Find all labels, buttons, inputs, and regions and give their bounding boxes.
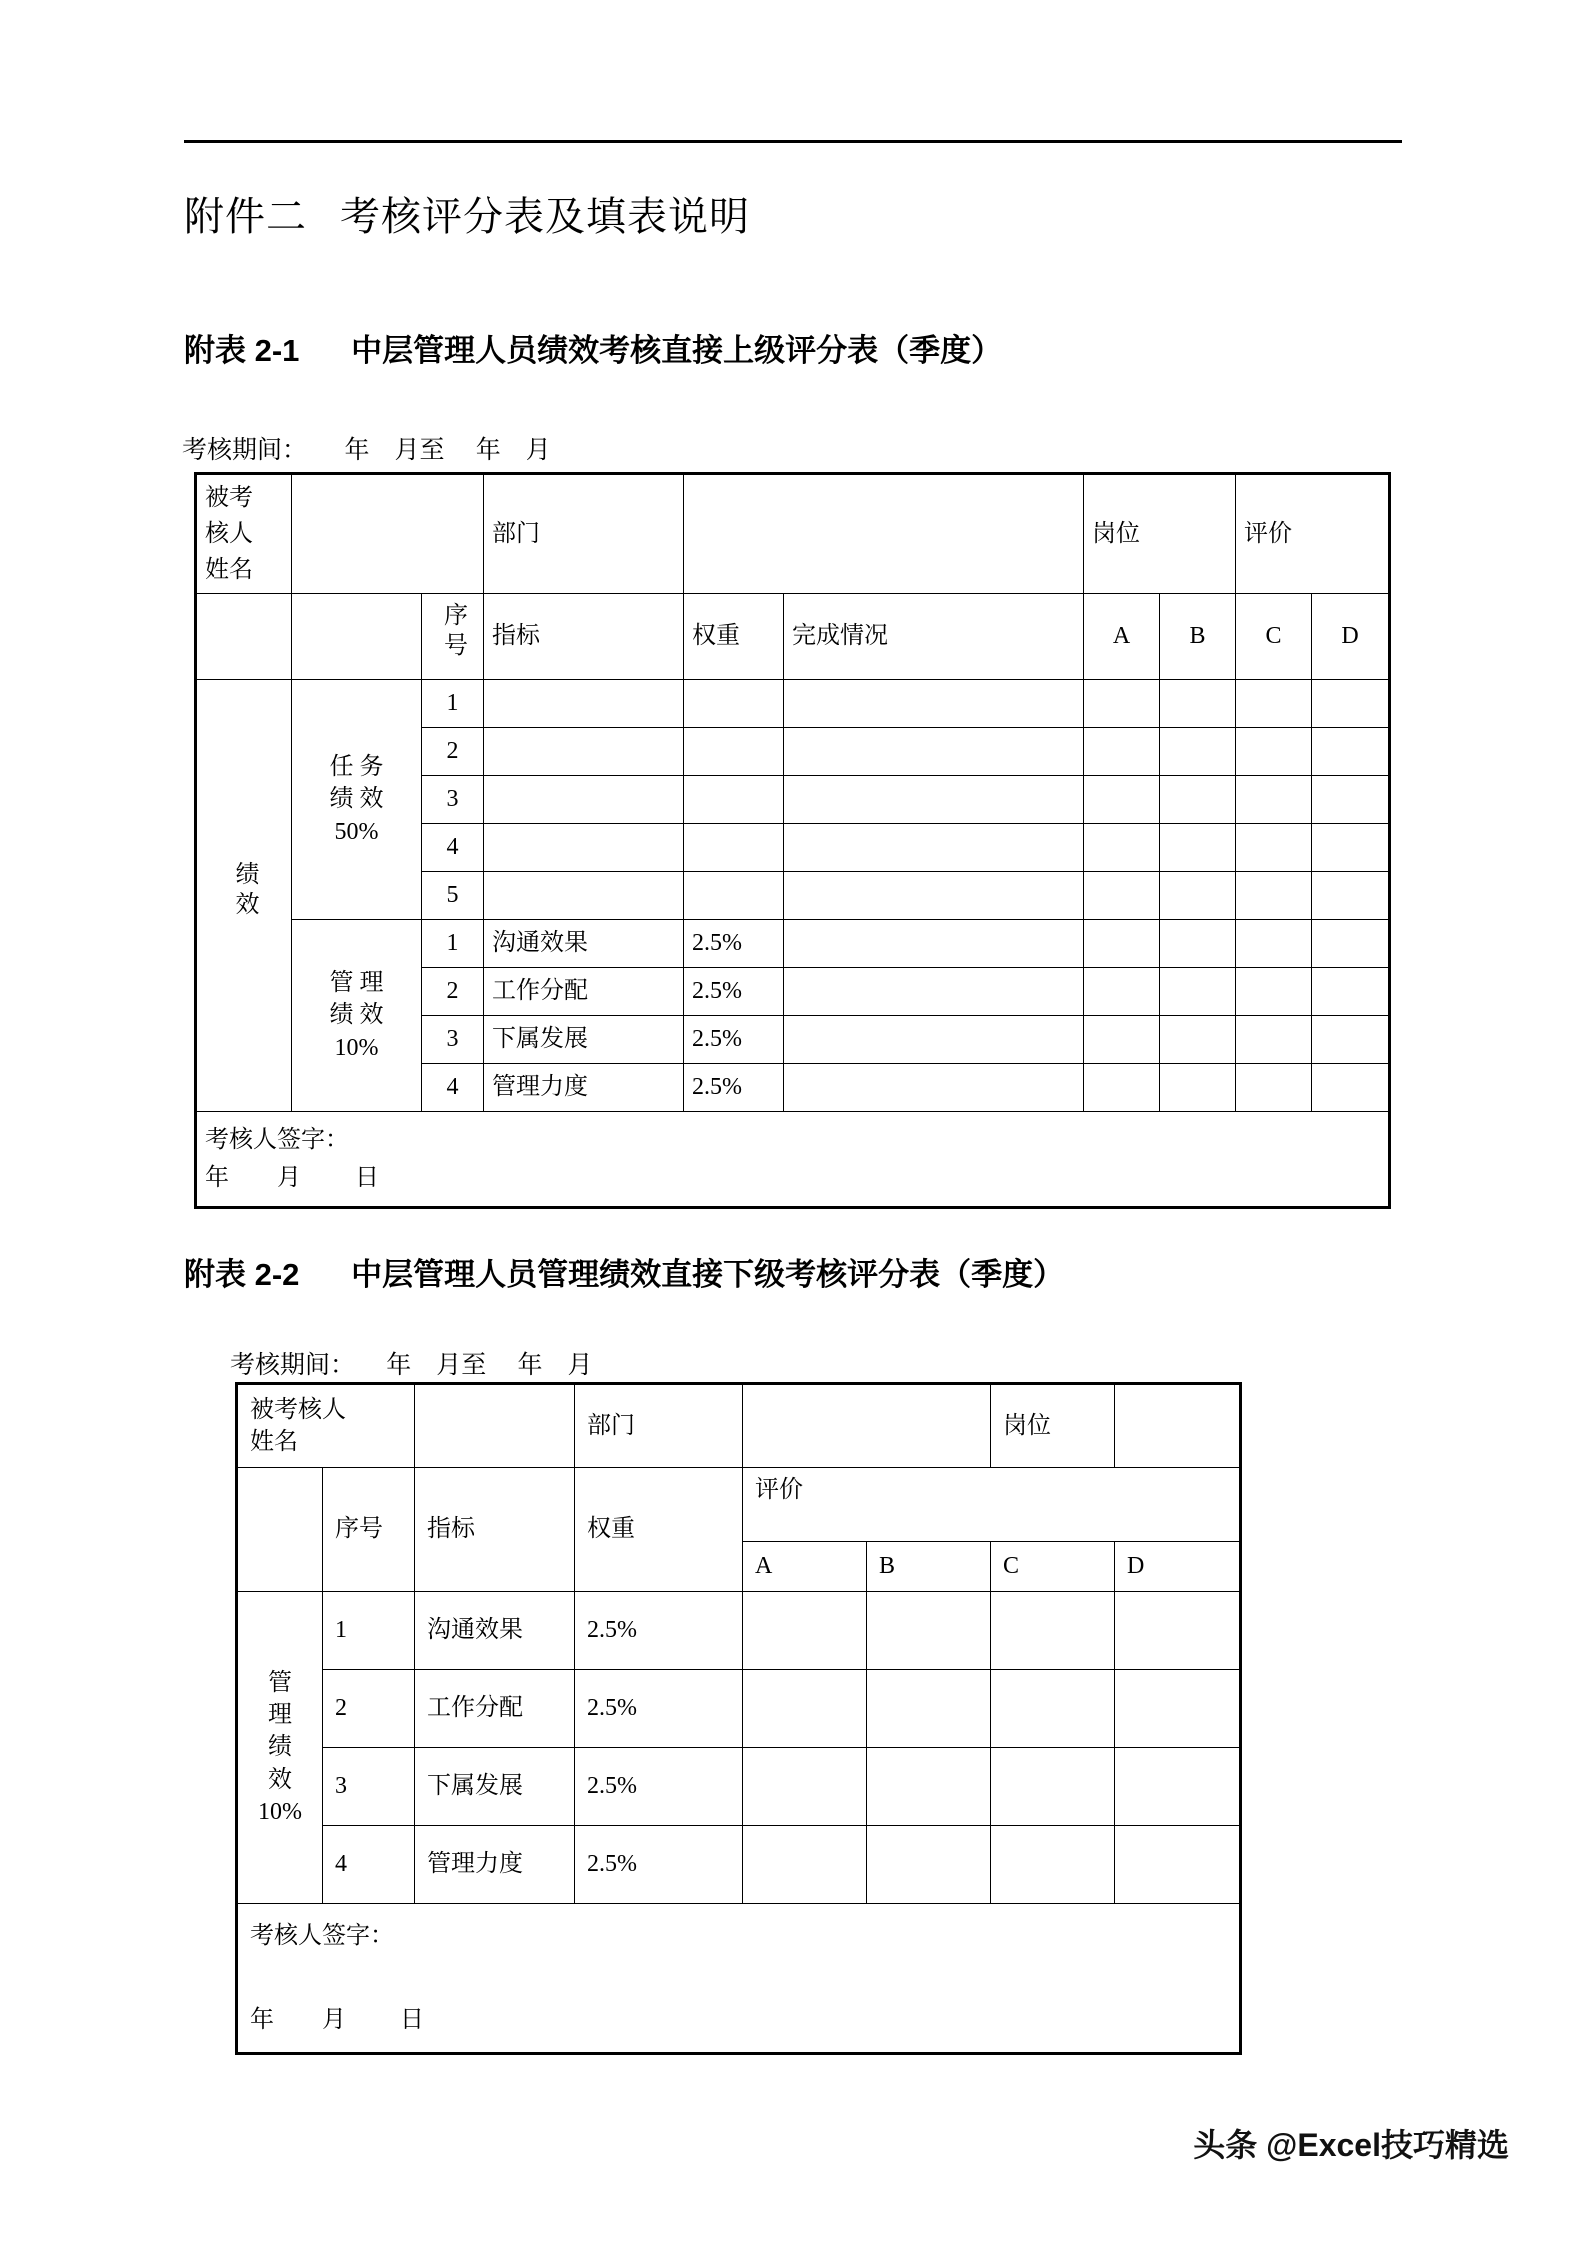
row-grade-d[interactable] <box>1312 1016 1390 1064</box>
row-weight: 2.5% <box>684 920 784 968</box>
col-completion-header: 完成情况 <box>784 594 1084 680</box>
row-grade-a[interactable] <box>743 1748 867 1826</box>
group-label-task-line2: 绩 效 <box>329 786 384 813</box>
row-completion[interactable] <box>784 872 1084 920</box>
col-grade-a-header: A <box>743 1542 867 1592</box>
row-grade-d[interactable] <box>1115 1592 1241 1670</box>
table-row <box>237 1592 1241 1670</box>
post-value-cell[interactable] <box>1115 1384 1241 1468</box>
row-completion[interactable] <box>784 968 1084 1016</box>
row-grade-a[interactable] <box>1084 1064 1160 1112</box>
table-footer-row <box>196 1112 1390 1208</box>
row-no: 1 <box>422 920 484 968</box>
row-grade-d[interactable] <box>1312 680 1390 728</box>
row-no: 2 <box>422 968 484 1016</box>
row-weight: 2.5% <box>684 1064 784 1112</box>
table-header-row <box>196 594 1390 680</box>
table-row <box>237 1670 1241 1748</box>
row-grade-b[interactable] <box>1160 680 1236 728</box>
table-row <box>237 1826 1241 1904</box>
row-no: 5 <box>422 872 484 920</box>
col-grade-a-header: A <box>1084 594 1160 680</box>
group-label-task-line3: 50% <box>334 818 379 845</box>
post-label-cell: 岗位 <box>991 1384 1115 1468</box>
row-grade-d[interactable] <box>1312 920 1390 968</box>
row-grade-a[interactable] <box>1084 1016 1160 1064</box>
row-no: 1 <box>422 680 484 728</box>
name-label-cell <box>237 1384 415 1468</box>
table-footer-row <box>237 1904 1241 2054</box>
row-no: 3 <box>323 1748 415 1826</box>
row-indicator: 沟通效果 <box>484 920 684 968</box>
row-grade-b[interactable] <box>1160 728 1236 776</box>
row-weight[interactable] <box>684 824 784 872</box>
row-grade-b[interactable] <box>1160 1016 1236 1064</box>
row-grade-c[interactable] <box>1236 968 1312 1016</box>
table-row <box>196 680 1390 728</box>
row-no: 3 <box>422 1016 484 1064</box>
row-grade-c[interactable] <box>991 1748 1115 1826</box>
row-grade-a[interactable] <box>1084 968 1160 1016</box>
table-2-heading: 附表 2-2 中层管理人员管理绩效直接下级考核评分表（季度） <box>184 1257 1065 1292</box>
side-label-performance-text: 绩效 <box>231 860 257 921</box>
name-label-cell <box>196 474 292 594</box>
row-grade-d[interactable] <box>1115 1748 1241 1826</box>
col-no-header <box>422 594 484 680</box>
row-grade-d[interactable] <box>1312 728 1390 776</box>
col-weight-header: 权重 <box>684 594 784 680</box>
name-char-0: 被 <box>205 485 229 511</box>
signature-label: 考核人签字： <box>205 1126 349 1153</box>
row-weight[interactable] <box>684 872 784 920</box>
col-indicator-header: 指标 <box>415 1468 575 1592</box>
table-row <box>237 1384 1241 1468</box>
row-weight[interactable] <box>684 728 784 776</box>
row-completion[interactable] <box>784 1064 1084 1112</box>
row-completion[interactable] <box>784 776 1084 824</box>
row-indicator[interactable] <box>484 872 684 920</box>
row-no: 2 <box>422 728 484 776</box>
dept-label-cell: 部门 <box>575 1384 743 1468</box>
row-grade-a[interactable] <box>1084 776 1160 824</box>
table-2-period-label: 考核期间： 年 月至 年 月 <box>230 1352 593 1379</box>
row-weight: 2.5% <box>575 1826 743 1904</box>
row-grade-b[interactable] <box>1160 776 1236 824</box>
col-no-header: 序号 <box>323 1468 415 1592</box>
side-label-management <box>237 1592 323 1904</box>
row-grade-c[interactable] <box>1236 920 1312 968</box>
row-completion[interactable] <box>784 728 1084 776</box>
row-grade-b[interactable] <box>867 1670 991 1748</box>
group-label-spacer <box>292 594 422 680</box>
row-indicator[interactable] <box>484 728 684 776</box>
col-weight-header: 权重 <box>575 1468 743 1592</box>
page-title: 附件二 考核评分表及填表说明 <box>184 194 750 239</box>
name-value-cell[interactable] <box>292 474 484 594</box>
row-grade-d[interactable] <box>1312 872 1390 920</box>
row-no: 4 <box>422 824 484 872</box>
row-grade-b[interactable] <box>1160 872 1236 920</box>
signature-cell[interactable] <box>237 1904 1241 2054</box>
row-no: 4 <box>422 1064 484 1112</box>
row-completion[interactable] <box>784 824 1084 872</box>
row-weight: 2.5% <box>684 968 784 1016</box>
row-indicator: 管理力度 <box>484 1064 684 1112</box>
group-label-management-line3: 10% <box>334 1034 379 1061</box>
row-indicator[interactable] <box>484 680 684 728</box>
row-weight[interactable] <box>684 680 784 728</box>
row-grade-c[interactable] <box>991 1670 1115 1748</box>
row-indicator: 工作分配 <box>415 1670 575 1748</box>
side-label-char-1: 理 <box>268 1701 292 1728</box>
row-grade-b[interactable] <box>867 1748 991 1826</box>
post-label-cell: 岗位 <box>1084 474 1236 594</box>
side-label-percent: 10% <box>258 1799 302 1826</box>
row-grade-c[interactable] <box>1236 680 1312 728</box>
watermark: 头条 @Excel技巧精选 <box>1193 2127 1509 2163</box>
group-label-task <box>292 680 422 920</box>
row-indicator: 沟通效果 <box>415 1592 575 1670</box>
name-char-2: 核 <box>205 521 229 547</box>
signature-label: 考核人签字： <box>250 1922 394 1949</box>
row-weight: 2.5% <box>575 1748 743 1826</box>
name-char-5: 名 <box>229 557 253 583</box>
name-char-4: 姓 <box>205 557 229 583</box>
row-grade-c[interactable] <box>991 1592 1115 1670</box>
group-label-task-line1: 任 务 <box>329 753 384 780</box>
row-grade-d[interactable] <box>1312 1064 1390 1112</box>
row-grade-c[interactable] <box>1236 728 1312 776</box>
row-indicator: 下属发展 <box>415 1748 575 1826</box>
name-value-cell[interactable] <box>415 1384 575 1468</box>
table-1-heading: 附表 2-1 中层管理人员绩效考核直接上级评分表（季度） <box>184 333 1003 368</box>
row-grade-a[interactable] <box>1084 728 1160 776</box>
row-grade-d[interactable] <box>1115 1826 1241 1904</box>
col-grade-b-header: B <box>867 1542 991 1592</box>
row-grade-c[interactable] <box>1236 1064 1312 1112</box>
signature-cell[interactable] <box>196 1112 1390 1208</box>
row-grade-b[interactable] <box>1160 1064 1236 1112</box>
row-grade-b[interactable] <box>1160 824 1236 872</box>
appraisal-table-supervisor <box>194 472 1391 1209</box>
row-grade-b[interactable] <box>867 1826 991 1904</box>
row-weight: 2.5% <box>575 1670 743 1748</box>
row-completion[interactable] <box>784 680 1084 728</box>
table-1-period-label: 考核期间： 年 月至 年 月 <box>182 437 551 464</box>
row-indicator: 下属发展 <box>484 1016 684 1064</box>
row-grade-c[interactable] <box>991 1826 1115 1904</box>
header-rule <box>184 140 1402 143</box>
row-grade-a[interactable] <box>1084 920 1160 968</box>
side-label-char-3: 效 <box>268 1766 292 1793</box>
row-grade-c[interactable] <box>1236 824 1312 872</box>
table-header-row <box>237 1468 1241 1542</box>
row-indicator[interactable] <box>484 776 684 824</box>
row-grade-a[interactable] <box>1084 680 1160 728</box>
row-grade-a[interactable] <box>743 1592 867 1670</box>
row-no: 2 <box>323 1670 415 1748</box>
row-grade-a[interactable] <box>743 1826 867 1904</box>
row-grade-a[interactable] <box>1084 824 1160 872</box>
group-label-management <box>292 920 422 1112</box>
row-weight: 2.5% <box>684 1016 784 1064</box>
side-label-spacer <box>196 594 292 680</box>
row-completion[interactable] <box>784 1016 1084 1064</box>
eval-label-cell: 评价 <box>743 1468 1241 1542</box>
row-grade-d[interactable] <box>1312 824 1390 872</box>
row-indicator: 工作分配 <box>484 968 684 1016</box>
dept-label-cell: 部门 <box>484 474 684 594</box>
row-grade-a[interactable] <box>1084 872 1160 920</box>
signature-date-line: 年 月 日 <box>250 2007 424 2033</box>
col-no-header-text: 序号 <box>439 601 466 662</box>
row-grade-b[interactable] <box>867 1592 991 1670</box>
dept-value-cell[interactable] <box>684 474 1084 594</box>
row-no: 4 <box>323 1826 415 1904</box>
row-grade-b[interactable] <box>1160 920 1236 968</box>
col-indicator-header: 指标 <box>484 594 684 680</box>
side-label-spacer <box>237 1468 323 1592</box>
row-no: 1 <box>323 1592 415 1670</box>
row-grade-c[interactable] <box>1236 872 1312 920</box>
name-label-line1: 被考核人 <box>250 1396 346 1423</box>
row-grade-d[interactable] <box>1312 968 1390 1016</box>
side-label-char-2: 绩 <box>268 1734 292 1761</box>
name-char-3: 人 <box>229 521 253 547</box>
name-char-1: 考 <box>229 485 253 511</box>
row-indicator[interactable] <box>484 824 684 872</box>
row-weight: 2.5% <box>575 1592 743 1670</box>
col-grade-d-header: D <box>1312 594 1390 680</box>
row-indicator: 管理力度 <box>415 1826 575 1904</box>
col-grade-c-header: C <box>1236 594 1312 680</box>
name-label-line2: 姓名 <box>250 1429 298 1455</box>
col-grade-d-header: D <box>1115 1542 1241 1592</box>
group-label-management-line2: 绩 效 <box>329 1002 384 1029</box>
name-label-stack <box>205 480 283 588</box>
col-grade-b-header: B <box>1160 594 1236 680</box>
table-row <box>196 474 1390 594</box>
row-grade-c[interactable] <box>1236 776 1312 824</box>
side-label-performance <box>196 680 292 1112</box>
table-row <box>196 920 1390 968</box>
row-no: 3 <box>422 776 484 824</box>
eval-label-cell: 评价 <box>1236 474 1390 594</box>
table-row <box>237 1748 1241 1826</box>
appraisal-table-subordinate <box>235 1382 1242 2055</box>
row-grade-b[interactable] <box>1160 968 1236 1016</box>
group-label-management-line1: 管 理 <box>329 969 384 996</box>
side-label-char-0: 管 <box>268 1669 292 1696</box>
signature-date-line: 年 月 日 <box>205 1165 379 1191</box>
row-grade-c[interactable] <box>1236 1016 1312 1064</box>
dept-value-cell[interactable] <box>743 1384 991 1468</box>
row-grade-a[interactable] <box>743 1670 867 1748</box>
row-weight[interactable] <box>684 776 784 824</box>
row-grade-d[interactable] <box>1312 776 1390 824</box>
row-completion[interactable] <box>784 920 1084 968</box>
col-grade-c-header: C <box>991 1542 1115 1592</box>
row-grade-d[interactable] <box>1115 1670 1241 1748</box>
